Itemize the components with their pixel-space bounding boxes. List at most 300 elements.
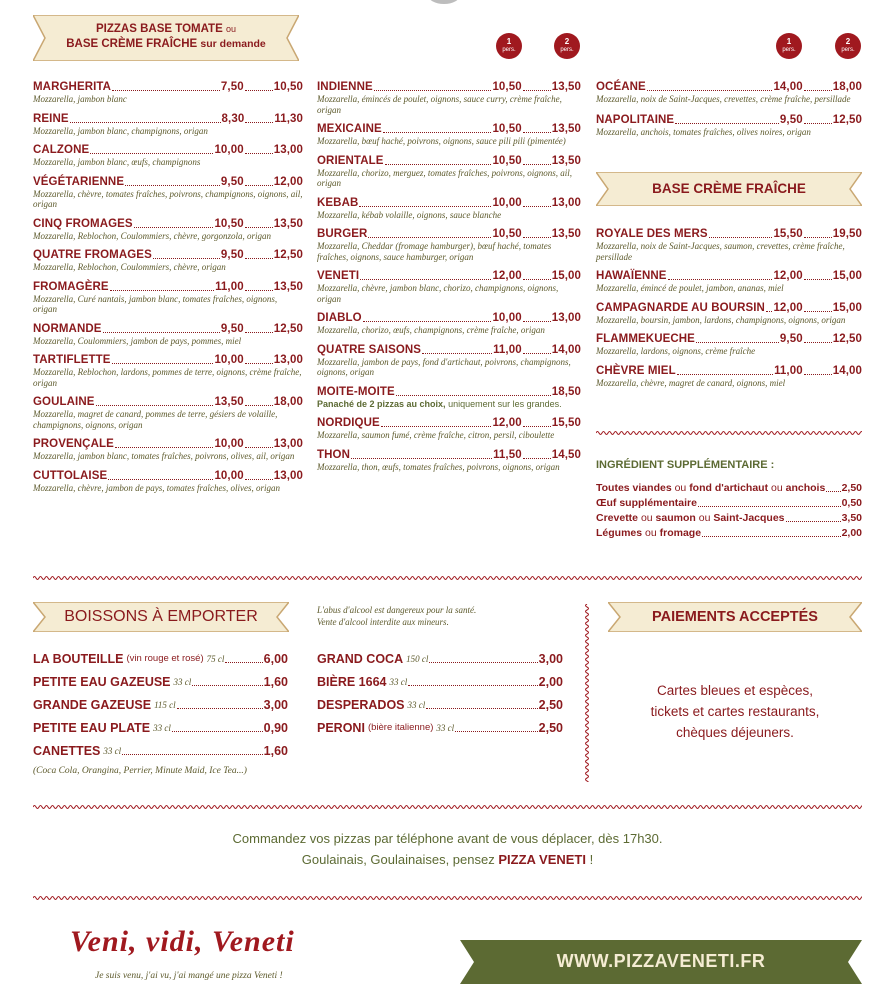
- brand-name: PIZZA VENETI: [498, 852, 586, 867]
- drinks-right-list: [317, 652, 563, 744]
- leader-dots: [383, 132, 492, 133]
- item-name: MOITE-MOITE: [317, 385, 395, 398]
- leader-dots: [103, 332, 220, 333]
- leader-dots: [523, 90, 551, 91]
- drink-item: [317, 652, 563, 666]
- drink-price: 0,90: [263, 721, 288, 735]
- item-name: PROVENÇALE: [33, 438, 114, 450]
- leader-dots: [523, 426, 551, 427]
- leader-dots: [245, 258, 273, 259]
- price-2-persons: 13,00: [273, 438, 303, 450]
- drink-detail: (vin rouge et rosé): [126, 653, 204, 664]
- leader-dots: [225, 662, 262, 663]
- leader-dots: [766, 311, 772, 312]
- leader-dots: [125, 185, 220, 186]
- website-link[interactable]: WWW.PIZZAVENETI.FR: [556, 951, 766, 971]
- price-1-person: 15,50: [773, 228, 803, 240]
- leader-dots: [804, 311, 832, 312]
- drink-item: [33, 744, 288, 758]
- menu-item: [33, 281, 303, 315]
- menu-item: [317, 312, 581, 336]
- price-2-persons: 13,50: [273, 217, 303, 230]
- leader-dots: [245, 332, 273, 333]
- item-name: CUTTOLAISE: [33, 469, 108, 482]
- extra-item: [596, 497, 862, 510]
- price-2-persons: 14,00: [832, 364, 862, 377]
- price-2-persons: 13,50: [551, 154, 581, 167]
- leader-dots: [422, 353, 492, 354]
- item-name: NORMANDE: [33, 322, 102, 335]
- price-1-person: 10,50: [492, 228, 522, 240]
- extra-label: Œuf supplémentaire: [596, 497, 697, 509]
- item-name: REINE: [33, 112, 69, 125]
- drink-name: BIÈRE 1664: [317, 675, 387, 689]
- price-2-persons: 10,50: [273, 81, 303, 93]
- price-1-person: 8,30: [221, 112, 245, 125]
- price-2-persons: 15,00: [551, 270, 581, 282]
- item-name: GOULAINE: [33, 396, 95, 408]
- item-name: INDIENNE: [317, 81, 373, 93]
- drink-name: PETITE EAU GAZEUSE: [33, 675, 171, 689]
- extra-label: Saint-Jacques: [713, 512, 785, 524]
- item-name: KEBAB: [317, 196, 359, 209]
- price-1-person: 9,50: [220, 249, 244, 261]
- drink-price: 1,60: [263, 744, 288, 758]
- menu-item: [33, 438, 303, 462]
- drink-name: GRANDE GAZEUSE: [33, 698, 152, 712]
- leader-dots: [112, 363, 214, 364]
- drinks-left-list: [33, 652, 288, 767]
- item-description: Mozzarella, chèvre, jambon de pays, tomates fraîches, olives, origan: [33, 482, 281, 493]
- item-description: Mozzarella, noix de Saint-Jacques, crevettes, crème fraîche, persillade: [596, 94, 851, 104]
- drink-size: 33 cl: [173, 677, 192, 687]
- leader-dots: [245, 185, 273, 186]
- drink-item: [33, 698, 288, 712]
- item-name: OCÉANE: [596, 81, 646, 93]
- menu-item: [33, 396, 303, 430]
- price-2-persons: 19,50: [832, 228, 862, 240]
- pizza-column-3: [596, 81, 862, 146]
- price-1-person: 11,00: [493, 343, 522, 356]
- price-1-person: 10,00: [214, 438, 244, 450]
- leader-dots: [804, 342, 832, 343]
- drink-price: 6,00: [263, 652, 288, 666]
- item-description: Mozzarella, anchois, tomates fraîches, olives noires, origan: [596, 126, 811, 137]
- menu-item: [317, 449, 581, 473]
- menu-item: [317, 270, 581, 304]
- price-2-persons: 18,00: [273, 396, 303, 408]
- leader-dots: [359, 206, 491, 207]
- item-description: Mozzarella, Reblochon, lardons, pommes de terre, oignons, crème fraîche, origan: [33, 367, 302, 388]
- leader-dots: [245, 122, 273, 123]
- item-name: NAPOLITAINE: [596, 113, 675, 126]
- wavy-divider-footer-top: [33, 803, 862, 811]
- drink-name: PETITE EAU PLATE: [33, 721, 151, 735]
- item-name: HAWAÏENNE: [596, 270, 667, 282]
- menu-item: [317, 155, 581, 189]
- menu-item: [596, 81, 862, 105]
- drink-name: GRAND COCA: [317, 652, 404, 666]
- price-1-person: 7,50: [220, 81, 244, 93]
- extra-label: fromage: [659, 527, 702, 539]
- leader-dots: [523, 458, 551, 459]
- menu-item: [33, 323, 303, 347]
- slogan-sub: Je suis venu, j'ai vu, j'ai mangé une pizza Veneti !: [95, 971, 283, 981]
- item-description: Mozzarella, magret de canard, pommes de terre, gésiers de volaille, champignons, oignons, origan: [33, 409, 278, 430]
- drink-name: LA BOUTEILLE: [33, 652, 124, 666]
- price-2-persons: 14,50: [551, 448, 581, 461]
- top-decoration: [428, 0, 460, 4]
- price-2-persons: 13,00: [551, 196, 581, 209]
- price-1-person: 10,00: [214, 354, 244, 366]
- desc-bold: Panaché de 2 pizzas au choix,: [317, 398, 446, 409]
- leader-dots: [351, 458, 492, 459]
- price-2-persons: 15,00: [832, 301, 862, 314]
- item-description: Mozzarella, Coulommiers, jambon de pays, pommes, miel: [33, 335, 242, 346]
- menu-item: [317, 417, 581, 441]
- item-name: VÉGÉTARIENNE: [33, 175, 125, 188]
- drink-price: 1,60: [263, 675, 288, 689]
- item-name: CINQ FROMAGES: [33, 217, 133, 230]
- leader-dots: [374, 90, 492, 91]
- item-name: NORDIQUE: [317, 417, 380, 429]
- leader-dots: [709, 237, 773, 238]
- item-description: Mozzarella, bœuf haché, poivrons, oignons, sauce pili pili (pimentée): [317, 136, 566, 146]
- drink-price: 3,00: [538, 652, 563, 666]
- price-1-person: 11,50: [493, 448, 522, 461]
- footer-line-2: Goulainais, Goulainaises, pensez PIZZA VENETI !: [301, 852, 594, 867]
- item-description: Mozzarella, noix de Saint-Jacques, saumon, crevettes, crème fraîche, persillade: [596, 241, 845, 262]
- alcohol-note-2: Vente d'alcool interdite aux mineurs.: [317, 617, 449, 627]
- menu-item: [317, 386, 581, 410]
- item-description: Mozzarella, boursin, jambon, lardons, champignons, oignons, origan: [596, 314, 846, 325]
- leader-dots: [134, 227, 214, 228]
- drink-item: [33, 675, 288, 689]
- item-description: Mozzarella, chorizo, œufs, champignons, crème fraîche, origan: [317, 325, 545, 335]
- price-1-person: 11,00: [774, 364, 803, 377]
- leader-dots: [675, 123, 779, 124]
- price-2-persons: 12,00: [273, 175, 303, 188]
- price-2-persons: 13,50: [551, 81, 581, 93]
- menu-item: [33, 218, 303, 242]
- price-1-person: 12,00: [773, 270, 803, 282]
- price-2-persons: 12,50: [273, 249, 303, 261]
- leader-dots: [429, 662, 537, 663]
- leader-dots: [245, 363, 273, 364]
- item-description: Mozzarella, émincés de poulet, oignons, sauce curry, crème fraîche, origan: [317, 94, 562, 115]
- leader-dots: [804, 237, 832, 238]
- leader-dots: [245, 90, 273, 91]
- menu-item: [33, 113, 303, 137]
- drink-item: [317, 721, 563, 735]
- item-name: THON: [317, 448, 350, 461]
- leader-dots: [523, 206, 551, 207]
- price-2-persons: 13,50: [273, 280, 303, 293]
- leader-dots: [363, 321, 492, 322]
- item-name: ORIENTALE: [317, 154, 384, 167]
- drink-name: DESPERADOS: [317, 698, 405, 712]
- item-name: MEXICAINE: [317, 123, 382, 135]
- pizza-column-1: [33, 81, 303, 501]
- menu-item: [596, 114, 862, 138]
- drinks-ribbon: [33, 602, 289, 632]
- drink-price: 2,50: [538, 698, 563, 712]
- item-description: Mozzarella, thon, œufs, tomates fraîches, poivrons, oignons, origan: [317, 461, 560, 472]
- leader-dots: [523, 164, 551, 165]
- price-2-persons: 13,00: [273, 144, 303, 156]
- drink-item: [317, 675, 563, 689]
- website-banner[interactable]: [460, 940, 862, 984]
- price-1-person: 11,00: [215, 280, 244, 293]
- menu-item: [33, 354, 303, 388]
- menu-item: [317, 197, 581, 221]
- price-1-person: 10,50: [492, 81, 522, 93]
- leader-dots: [115, 447, 214, 448]
- item-name: BURGER: [317, 228, 368, 240]
- extras-list: [596, 482, 862, 542]
- price-2-persons: 14,00: [551, 343, 581, 356]
- price-1-person: 10,50: [214, 217, 244, 230]
- menu-item: [33, 249, 303, 273]
- item-name: CHÈVRE MIEL: [596, 364, 676, 377]
- leader-dots: [368, 237, 491, 238]
- payments-line-2: tickets et cartes restaurants,: [650, 704, 820, 719]
- wavy-divider-main: [33, 574, 862, 582]
- item-name: ROYALE DES MERS: [596, 228, 708, 240]
- leader-dots: [385, 164, 492, 165]
- extras-title: INGRÉDIENT SUPPLÉMENTAIRE :: [596, 459, 775, 471]
- item-name: TARTIFLETTE: [33, 354, 111, 366]
- drink-name: PERONI: [317, 721, 365, 735]
- leader-dots: [90, 153, 213, 154]
- wavy-divider-footer-bottom: [33, 894, 862, 902]
- header-line1-small: ou: [225, 24, 236, 34]
- item-description: Mozzarella, jambon blanc, champignons, origan: [33, 125, 208, 136]
- price-1-person: 12,00: [492, 270, 522, 282]
- leader-dots: [523, 353, 551, 354]
- header-line2: BASE CRÈME FRAÎCHE: [66, 38, 198, 50]
- extra-label: anchois: [785, 482, 826, 494]
- leader-dots: [408, 685, 537, 686]
- leader-dots: [381, 426, 492, 427]
- menu-item: [317, 123, 581, 147]
- price-2-persons: 13,00: [273, 469, 303, 482]
- menu-item: [596, 333, 862, 357]
- leader-dots: [698, 506, 841, 507]
- price-2-persons: 13,00: [551, 312, 581, 324]
- drink-price: 2,00: [538, 675, 563, 689]
- drink-price: 2,50: [538, 721, 563, 735]
- price-2-persons: 18,50: [551, 385, 581, 398]
- leader-dots: [523, 321, 551, 322]
- extra-connector: ou: [642, 527, 660, 539]
- item-name: MARGHERITA: [33, 81, 112, 93]
- leader-dots: [804, 123, 832, 124]
- drink-price: 3,00: [263, 698, 288, 712]
- extra-item: [596, 482, 862, 495]
- leader-dots: [112, 90, 220, 91]
- price-2-persons: 13,50: [551, 123, 581, 135]
- item-description: Mozzarella, kébab volaille, oignons, sauce blanche: [317, 209, 502, 220]
- drink-item: [317, 698, 563, 712]
- extra-item: [596, 512, 862, 525]
- item-description: Mozzarella, lardons, oignons, crème fraîche: [596, 346, 756, 356]
- menu-item: [33, 470, 303, 494]
- menu-item: [33, 176, 303, 210]
- leader-dots: [804, 374, 832, 375]
- menu-item: [317, 81, 581, 115]
- item-description: Mozzarella, Curé nantais, jambon blanc, tomates fraîches, oignons, origan: [33, 293, 278, 314]
- drink-name: CANETTES: [33, 744, 101, 758]
- drink-size: 33 cl: [153, 723, 171, 733]
- price-2-persons: 15,00: [832, 270, 862, 282]
- price-1-person: 12,00: [492, 417, 522, 429]
- drink-size: 33 cl: [407, 700, 426, 710]
- drink-size: 75 cl: [206, 654, 225, 664]
- menu-item: [596, 365, 862, 389]
- creme-title: BASE CRÈME FRAÎCHE: [652, 181, 806, 196]
- leader-dots: [245, 153, 273, 154]
- price-2-persons: 12,50: [832, 333, 862, 345]
- leader-dots: [702, 536, 841, 537]
- price-1-person: 10,00: [214, 469, 244, 482]
- leader-dots: [192, 685, 262, 686]
- item-name: CALZONE: [33, 144, 90, 156]
- menu-item: [317, 228, 581, 262]
- price-1-person: 10,00: [492, 196, 522, 209]
- slogan: Veni, vidi, Veneti: [70, 925, 295, 958]
- leader-dots: [786, 521, 841, 522]
- drink-item: [33, 652, 288, 666]
- badge-2-persons: 2 pers.: [554, 33, 580, 59]
- leader-dots: [360, 279, 491, 280]
- item-description: Mozzarella, saumon fumé, crème fraîche, citron, persil, ciboulette: [317, 430, 555, 440]
- item-description: Mozzarella, jambon blanc, œufs, champignons: [33, 157, 201, 167]
- header-line2-small: sur demande: [200, 38, 266, 50]
- alcohol-note: [317, 604, 476, 628]
- extra-connector: ou: [768, 482, 786, 494]
- leader-dots: [804, 90, 832, 91]
- leader-dots: [677, 374, 773, 375]
- item-description: Mozzarella, Reblochon, Coulommiers, chèvre, gorgonzola, origan: [33, 230, 271, 241]
- leader-dots: [523, 132, 551, 133]
- leader-dots: [245, 227, 273, 228]
- header-ribbon: [33, 15, 299, 61]
- item-name: FLAMMEKUECHE: [596, 333, 695, 345]
- leader-dots: [396, 395, 551, 396]
- drink-size: 33 cl: [436, 723, 455, 733]
- menu-item: [33, 81, 303, 105]
- price-1-person: 10,50: [492, 154, 522, 167]
- leader-dots: [668, 279, 773, 280]
- extra-label: fond d'artichaut: [689, 482, 769, 494]
- badge-1-person: 1 pers.: [496, 33, 522, 59]
- wavy-divider-right: [596, 429, 862, 437]
- item-name: DIABLO: [317, 312, 362, 324]
- extra-label: Légumes: [596, 527, 643, 539]
- leader-dots: [245, 447, 273, 448]
- extra-price: 2,00: [841, 527, 862, 539]
- menu-item: [596, 302, 862, 326]
- footer-line-1: Commandez vos pizzas par téléphone avant de vous déplacer, dès 17h30.: [232, 831, 663, 846]
- item-description: Mozzarella, Reblochon, Coulommiers, chèvre, origan: [33, 262, 226, 272]
- drink-item: [33, 721, 288, 735]
- desc-rest: uniquement sur les grandes.: [445, 398, 562, 409]
- price-1-person: 12,00: [773, 301, 803, 314]
- item-description: Mozzarella, chorizo, merguez, tomates fraîches, poivrons, oignons, ail, origan: [317, 167, 572, 188]
- footer-message: [33, 828, 862, 870]
- drink-size: 33 cl: [103, 746, 122, 756]
- extra-item: [596, 527, 862, 540]
- price-1-person: 10,50: [492, 123, 522, 135]
- leader-dots: [110, 290, 214, 291]
- item-description: Mozzarella, jambon de pays, fond d'artichaut, poivrons, champignons, oignons, origan: [317, 356, 571, 377]
- leader-dots: [245, 405, 273, 406]
- extra-label: Toutes viandes: [596, 482, 672, 494]
- price-2-persons: 13,50: [551, 228, 581, 240]
- drinks-title: BOISSONS À EMPORTER: [64, 608, 258, 625]
- leader-dots: [426, 708, 537, 709]
- creme-column: [596, 228, 862, 396]
- header-line1: PIZZAS BASE TOMATE: [96, 23, 223, 35]
- leader-dots: [122, 754, 263, 755]
- price-2-persons: 15,50: [551, 417, 581, 429]
- extra-label: saumon: [655, 512, 696, 524]
- leader-dots: [804, 279, 832, 280]
- item-description: Mozzarella, jambon blanc: [33, 94, 127, 104]
- badge-1-person-right: 1 pers.: [776, 33, 802, 59]
- pizza-column-2: [317, 81, 581, 480]
- canettes-sub: (Coca Cola, Orangina, Perrier, Minute Maid, Ice Tea...): [33, 766, 247, 776]
- price-2-persons: 12,50: [832, 113, 862, 126]
- extra-label: Crevette: [596, 512, 639, 524]
- leader-dots: [153, 258, 220, 259]
- price-1-person: 9,50: [220, 175, 244, 188]
- leader-dots: [523, 279, 551, 280]
- item-description: [317, 399, 581, 410]
- item-description: Mozzarella, jambon blanc, tomates fraîches, poivrons, olives, ail, origan: [33, 451, 295, 461]
- price-2-persons: 11,30: [274, 112, 303, 125]
- menu-item: [596, 228, 862, 262]
- payments-ribbon: [608, 602, 862, 632]
- payments-line-3: chèques déjeuners.: [676, 725, 794, 740]
- extra-price: 3,50: [841, 512, 862, 524]
- payments-line-1: Cartes bleues et espèces,: [656, 683, 814, 698]
- drink-size: 115 cl: [154, 700, 176, 710]
- item-name: QUATRE SAISONS: [317, 343, 422, 356]
- payments-title: PAIEMENTS ACCEPTÉS: [652, 609, 818, 625]
- price-1-person: 9,50: [220, 322, 244, 335]
- menu-item: [317, 344, 581, 378]
- extra-connector: ou: [671, 482, 690, 494]
- price-1-person: 10,00: [214, 144, 244, 156]
- leader-dots: [647, 90, 773, 91]
- price-1-person: 9,50: [779, 113, 803, 126]
- drink-size: 150 cl: [406, 654, 429, 664]
- price-2-persons: 18,00: [832, 81, 862, 93]
- item-description: Mozzarella, Cheddar (fromage hamburger), bœuf haché, tomates fraîches, oignons, sauce hamburger, origan: [317, 241, 552, 262]
- leader-dots: [245, 479, 273, 480]
- leader-dots: [96, 405, 214, 406]
- extra-price: 2,50: [841, 482, 862, 494]
- price-1-person: 14,00: [773, 81, 803, 93]
- item-name: QUATRE FROMAGES: [33, 249, 152, 261]
- item-description: Mozzarella, chèvre, jambon blanc, chorizo, champignons, oignons, origan: [317, 283, 559, 304]
- leader-dots: [696, 342, 779, 343]
- price-2-persons: 12,50: [273, 322, 303, 335]
- leader-dots: [108, 479, 213, 480]
- price-1-person: 13,50: [214, 396, 244, 408]
